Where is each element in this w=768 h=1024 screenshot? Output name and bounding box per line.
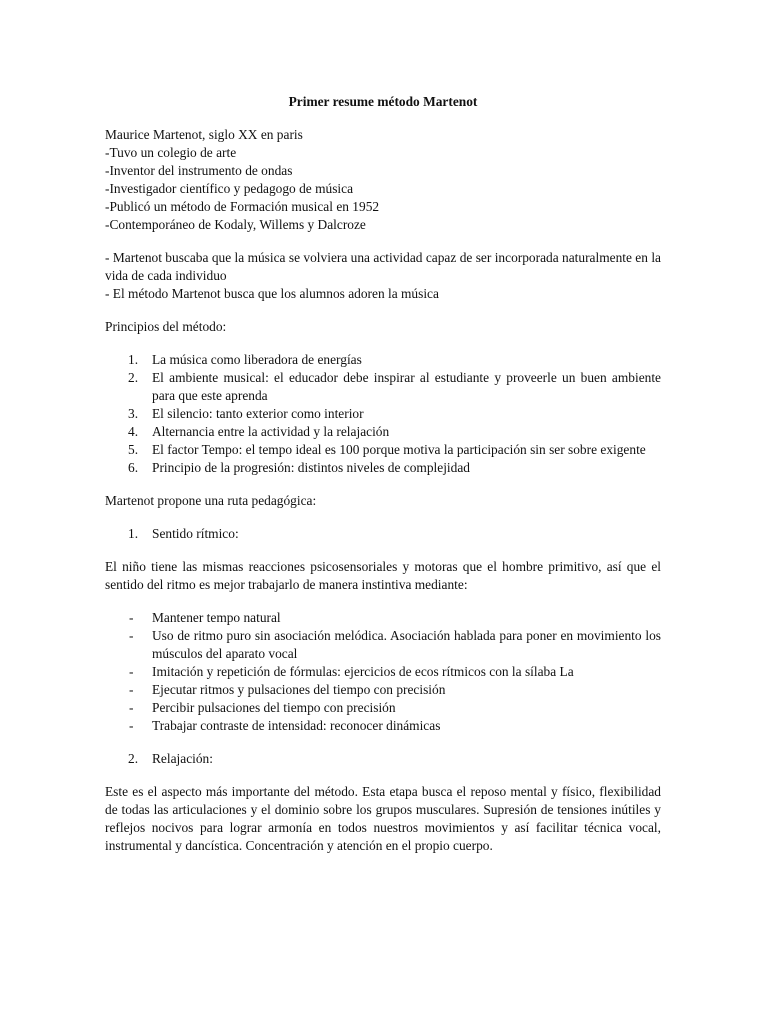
goal-line: - Martenot buscaba que la música se volviera una actividad capaz de ser incorporada naturalmente en la vida de cada individuo xyxy=(105,250,661,283)
principles-heading: Principios del método: xyxy=(105,319,227,334)
list-item: - Uso de ritmo puro sin asociación melódica. Asociación hablada para poner en movimiento los músculos del aparato vocal xyxy=(129,628,661,661)
goal-block xyxy=(105,249,661,303)
list-item: 6. Principio de la progresión: distintos niveles de complejidad xyxy=(128,460,470,475)
bio-line: -Tuvo un colegio de arte xyxy=(105,145,237,160)
list-item: - Imitación y repetición de fórmulas: ejercicios de ecos rítmicos con la sílaba La xyxy=(129,664,574,679)
bio-line: -Investigador científico y pedagogo de música xyxy=(105,181,354,196)
step-item: 1. Sentido rítmico: xyxy=(128,526,239,541)
bio-line: -Publicó un método de Formación musical en 1952 xyxy=(105,199,380,214)
step-list xyxy=(105,750,661,768)
list-item: 2. El ambiente musical: el educador debe inspirar al estudiante y proveerle un buen ambiente para que este aprenda xyxy=(128,370,661,403)
list-item: 1. La música como liberadora de energías xyxy=(128,352,362,367)
bio-line: Maurice Martenot, siglo XX en paris xyxy=(105,127,303,142)
bio-block xyxy=(105,126,661,234)
list-item: 4. Alternancia entre la actividad y la relajación xyxy=(128,424,390,439)
route-heading: Martenot propone una ruta pedagógica: xyxy=(105,493,317,508)
list-item: - Trabajar contraste de intensidad: reconocer dinámicas xyxy=(129,718,441,733)
document-title: Primer resume método Martenot xyxy=(288,94,478,109)
goal-line: - El método Martenot busca que los alumnos adoren la música xyxy=(105,286,439,301)
list-item: 3. El silencio: tanto exterior como interior xyxy=(128,406,364,421)
rhythm-list xyxy=(105,609,661,735)
bio-line: -Inventor del instrumento de ondas xyxy=(105,163,293,178)
document-page xyxy=(105,93,661,855)
step-list xyxy=(105,525,661,543)
relax-paragraph: Este es el aspecto más importante del método. Esta etapa busca el reposo mental y físico, flexibilidad de todas las articulaciones y el dominio sobre los grupos musculares. Supresión de tensiones inútiles y reflejos nocivos para lograr armonía en todos nuestros movimientos y así facilitar técnica vocal, instrumental y dancística. Concentración y atención en el propio cuerpo. xyxy=(105,784,661,853)
principles-list xyxy=(105,351,661,477)
list-item: 5. El factor Tempo: el tempo ideal es 100 porque motiva la participación sin ser sobre exigente xyxy=(128,442,646,457)
step-item: 2. Relajación: xyxy=(128,751,213,766)
list-item: - Mantener tempo natural xyxy=(129,610,281,625)
list-item: - Percibir pulsaciones del tiempo con precisión xyxy=(129,700,396,715)
list-item: - Ejecutar ritmos y pulsaciones del tiempo con precisión xyxy=(129,682,446,697)
rhythm-paragraph: El niño tiene las mismas reacciones psicosensoriales y motoras que el hombre primitivo, así que el sentido del ritmo es mejor trabajarlo de manera instintiva mediante: xyxy=(105,559,661,592)
bio-line: -Contemporáneo de Kodaly, Willems y Dalcroze xyxy=(105,217,366,232)
